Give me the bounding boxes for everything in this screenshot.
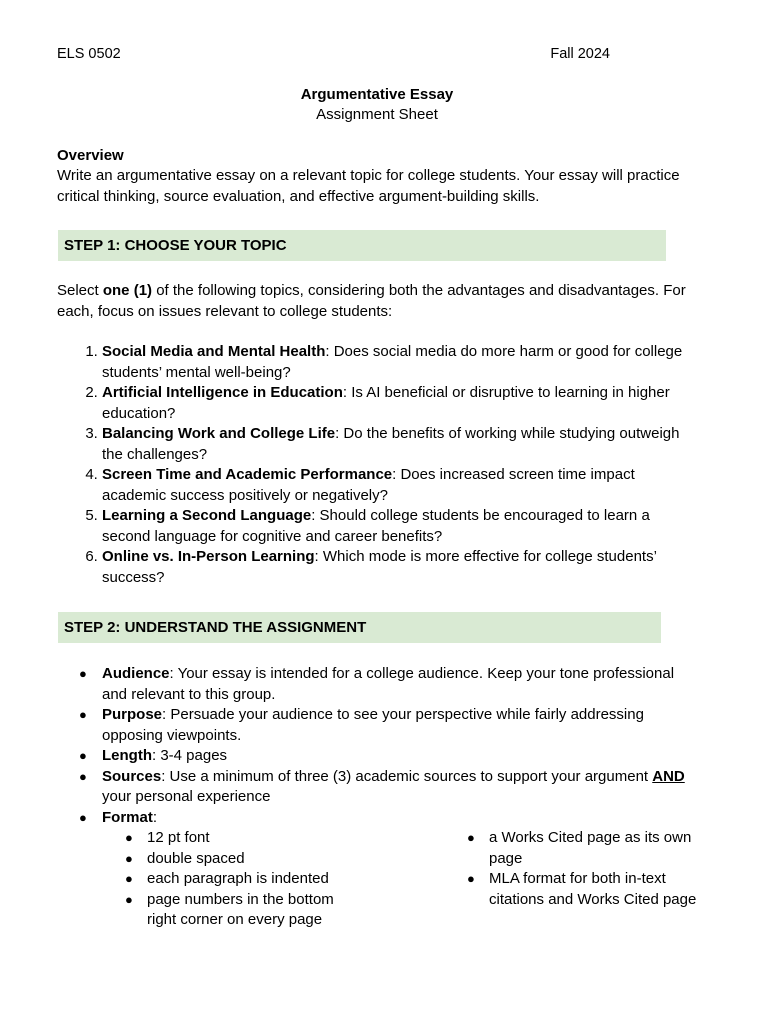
- bullet-icon: ●: [125, 891, 133, 907]
- topic-item: [102, 424, 697, 465]
- requirement-sources: [57, 767, 697, 808]
- topic-text: : Does increased screen time impact academic success positively or negatively?: [102, 466, 635, 504]
- term-label: Fall 2024: [550, 46, 610, 62]
- bullet-icon: ●: [79, 666, 87, 681]
- format-item: [125, 828, 357, 849]
- sources-text-post: your personal experience: [102, 788, 271, 805]
- sources-emphasis: AND: [652, 767, 685, 785]
- bullet-icon: ●: [79, 748, 87, 763]
- step1-banner: STEP 1: CHOOSE YOUR TOPIC: [58, 230, 666, 261]
- topic-text: : Which mode is more effective for college students’ success?: [102, 548, 657, 586]
- overview-heading: Overview: [57, 146, 124, 164]
- document-title: Argumentative Essay: [300, 85, 454, 103]
- format-item: [125, 869, 357, 890]
- format-item: [125, 849, 357, 870]
- title-block: [57, 85, 697, 126]
- format-list-left: [125, 828, 357, 931]
- topic-title: Balancing Work and College Life: [102, 425, 336, 442]
- topic-item: [102, 342, 697, 383]
- length-text: : 3-4 pages: [152, 747, 228, 764]
- topic-title: Learning a Second Language: [102, 507, 312, 524]
- document-subtitle: Assignment Sheet: [316, 106, 438, 123]
- purpose-text: : Persuade your audience to see your perspective while fairly addressing opposing viewpoints.: [102, 706, 644, 744]
- step2-banner: STEP 2: UNDERSTAND THE ASSIGNMENT: [58, 612, 661, 643]
- topic-title: Screen Time and Academic Performance: [102, 466, 393, 483]
- sources-text-pre: : Use a minimum of three (3) academic sources to support your argument: [161, 767, 653, 785]
- format-list-right: [467, 828, 697, 931]
- format-item-text: 12 pt font: [147, 829, 210, 846]
- step1-intro: [57, 281, 693, 322]
- intro-bold: one (1): [102, 282, 153, 299]
- requirement-format: [57, 808, 697, 829]
- intro-post: of the following topics, considering both the advantages and disadvantages. For each, focus on issues relevant to college students:: [57, 282, 686, 320]
- topic-text: : Does social media do more harm or good for college students’ mental well-being?: [102, 343, 683, 381]
- topic-item: [102, 547, 697, 588]
- format-colon: :: [152, 808, 158, 826]
- requirements-list: [57, 664, 697, 828]
- topic-title: Social Media and Mental Health: [102, 343, 326, 360]
- course-code: ELS 0502: [57, 46, 121, 62]
- document-page: [57, 44, 697, 931]
- topic-list: [57, 342, 697, 588]
- intro-pre: Select: [57, 282, 103, 299]
- format-item-text: a Works Cited page as its own page: [489, 829, 692, 867]
- requirement-length: [57, 746, 697, 767]
- requirement-audience: [57, 664, 697, 705]
- format-item: [467, 828, 697, 869]
- overview-text: Write an argumentative essay on a relevant topic for college students. Your essay will practice critical thinking, source evaluation, and effective argument-building skills.: [57, 167, 680, 205]
- bullet-icon: ●: [79, 707, 87, 722]
- audience-label: Audience: [102, 665, 170, 682]
- bullet-icon: ●: [467, 830, 475, 845]
- topic-title: Artificial Intelligence in Education: [102, 384, 343, 401]
- format-item-text: double spaced: [147, 849, 245, 867]
- topic-item: [102, 465, 697, 506]
- bullet-icon: ●: [125, 850, 133, 866]
- document-header: [57, 44, 610, 65]
- topic-item: [102, 383, 697, 424]
- length-label: Length: [102, 747, 152, 764]
- format-item-text: MLA format for both in-text citations and Works Cited page: [489, 870, 697, 908]
- bullet-icon: ●: [79, 768, 87, 784]
- format-item: [467, 869, 697, 910]
- topic-text: : Is AI beneficial or disruptive to learning in higher education?: [102, 384, 670, 422]
- purpose-label: Purpose: [102, 706, 163, 723]
- format-columns: [57, 828, 697, 931]
- format-item-text: page numbers in the bottom right corner on every page: [147, 890, 334, 928]
- topic-item: [102, 506, 697, 547]
- bullet-icon: ●: [467, 871, 475, 886]
- bullet-icon: ●: [79, 809, 87, 825]
- format-label: Format: [102, 808, 153, 826]
- format-item-text: each paragraph is indented: [147, 870, 329, 887]
- sources-label: Sources: [102, 767, 162, 785]
- topic-text: : Do the benefits of working while studying outweigh the challenges?: [102, 425, 680, 463]
- audience-text: : Your essay is intended for a college audience. Keep your tone professional and relevant to this group.: [102, 665, 675, 703]
- topic-text: : Should college students be encouraged to learn a second language for cognitive and career benefits?: [102, 507, 650, 545]
- requirement-purpose: [57, 705, 697, 746]
- topic-title: Online vs. In-Person Learning: [102, 548, 315, 565]
- bullet-icon: ●: [125, 830, 133, 845]
- format-item: [125, 890, 357, 931]
- bullet-icon: ●: [125, 871, 133, 886]
